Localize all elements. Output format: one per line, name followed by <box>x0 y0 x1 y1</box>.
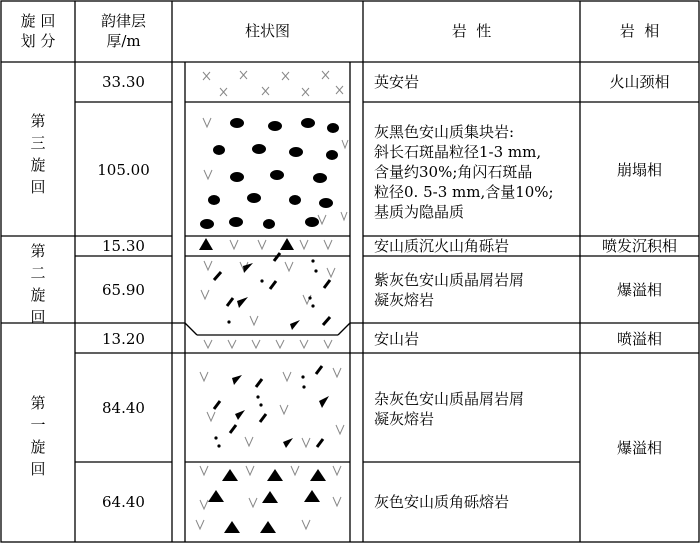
lithology-text: 灰黑色安山质集块岩: <box>374 123 515 141</box>
facies-label: 崩塌相 <box>616 161 662 179</box>
lithology-text: 凝灰熔岩 <box>374 410 435 428</box>
pattern-agglomerate <box>200 118 339 229</box>
facies-label: 喷发沉积相 <box>601 237 677 255</box>
lithology-text: 基质为隐晶质 <box>374 203 465 221</box>
facies-label: 喷溢相 <box>616 330 662 348</box>
header-lithology: 岩 性 <box>451 22 492 40</box>
lithology-text: 灰色安山质角砾熔岩 <box>374 493 510 511</box>
pattern-crystal-dashes <box>214 253 330 447</box>
lithology-text: 粒径0. 5-3 mm,含量10%; <box>374 183 554 201</box>
lithology-text: 含量约30%;角闪石斑晶 <box>374 163 533 181</box>
pattern-dacite <box>203 71 343 96</box>
cycle-label-second: 第 二 旋 回 <box>30 242 46 326</box>
lithology-text: 杂灰色安山质晶屑岩屑 <box>374 390 525 408</box>
thickness-value: 65.90 <box>102 281 145 299</box>
facies-label: 火山颈相 <box>609 73 670 91</box>
header-column: 柱状图 <box>244 22 290 40</box>
lithology-text: 紫灰色安山质晶屑岩屑 <box>374 271 525 289</box>
lithology-text: 凝灰熔岩 <box>374 291 435 309</box>
thickness-value: 15.30 <box>102 237 145 255</box>
cycle-label-third: 第 三 旋 回 <box>30 112 46 196</box>
pattern-crystal-wedges <box>232 263 329 448</box>
header-cycle-line-1: 旋 回 <box>20 12 56 30</box>
facies-label: 爆溢相 <box>616 439 662 457</box>
cycle-label-first: 第 一 旋 回 <box>30 394 46 478</box>
header-thickness-line-2: 厚/m <box>106 32 141 50</box>
header-cycle-line-2: 划 分 <box>20 32 56 50</box>
thickness-value: 64.40 <box>102 493 145 511</box>
thickness-value: 105.00 <box>97 161 150 179</box>
thickness-value: 84.40 <box>102 399 145 417</box>
thickness-value: 13.20 <box>102 330 145 348</box>
thickness-value: 33.30 <box>102 73 145 91</box>
header-facies: 岩 相 <box>619 22 660 40</box>
facies-label: 爆溢相 <box>616 281 662 299</box>
header-thickness-line-1: 韵律层 <box>100 12 146 30</box>
lithology-text: 斜长石斑晶粒径1-3 mm, <box>374 143 542 161</box>
lithology-text: 安山质沉火山角砾岩 <box>374 237 510 255</box>
lithology-text: 安山岩 <box>374 330 420 348</box>
lithology-text: 英安岩 <box>374 73 420 91</box>
